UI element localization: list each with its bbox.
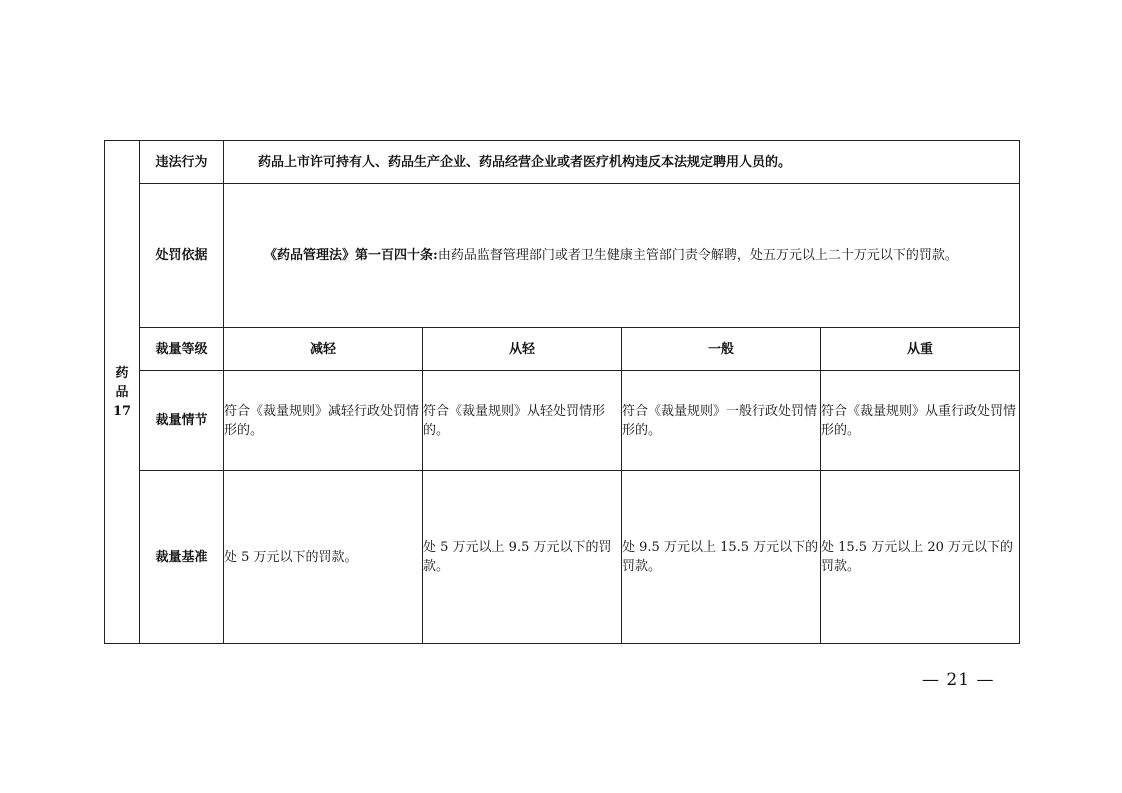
- basis-label: 处罚依据: [140, 184, 224, 328]
- circumstance-cell-4: 符合《裁量规则》从重行政处罚情形的。: [821, 371, 1020, 471]
- basis-cell: [224, 184, 1020, 328]
- category-line-1: 药: [115, 365, 129, 381]
- standard-label: 裁量基准: [140, 471, 224, 644]
- violation-cell: [224, 141, 1020, 184]
- row-circumstance: [105, 371, 1020, 471]
- grade-level-1: 减轻: [224, 328, 423, 371]
- standard-cell-4: 处 15.5 万元以上 20 万元以下的罚款。: [821, 471, 1020, 644]
- page-number: — 21 —: [922, 670, 995, 690]
- standard-cell-2: 处 5 万元以上 9.5 万元以下的罚款。: [423, 471, 622, 644]
- grade-level-3: 一般: [622, 328, 821, 371]
- standard-cell-3: 处 9.5 万元以上 15.5 万元以下的罚款。: [622, 471, 821, 644]
- basis-text: 由药品监督管理部门或者卫生健康主管部门责令解聘，处五万元以上二十万元以下的罚款。: [437, 248, 958, 263]
- violation-label: 违法行为: [140, 141, 224, 184]
- basis-law-ref: 《药品管理法》第一百四十条:: [264, 248, 438, 263]
- row-standard: [105, 471, 1020, 644]
- circumstance-cell-2: 符合《裁量规则》从轻处罚情形的。: [423, 371, 622, 471]
- row-basis: [105, 184, 1020, 328]
- category-line-2: 品: [115, 384, 129, 400]
- violation-text: 药品上市许可持有人、药品生产企业、药品经营企业或者医疗机构违反本法规定聘用人员的。: [258, 154, 792, 170]
- grade-level-4: 从重: [821, 328, 1020, 371]
- circumstance-cell-3: 符合《裁量规则》一般行政处罚情形的。: [622, 371, 821, 471]
- grade-label: 裁量等级: [140, 328, 224, 371]
- row-violation: [105, 141, 1020, 184]
- grade-level-2: 从轻: [423, 328, 622, 371]
- category-number: 17: [112, 403, 132, 419]
- circumstance-cell-1: 符合《裁量规则》减轻行政处罚情形的。: [224, 371, 423, 471]
- penalty-table: [104, 140, 1020, 644]
- standard-cell-1: 处 5 万元以下的罚款。: [224, 471, 423, 644]
- category-cell: [105, 141, 140, 644]
- row-grade: [105, 328, 1020, 371]
- circumstance-label: 裁量情节: [140, 371, 224, 471]
